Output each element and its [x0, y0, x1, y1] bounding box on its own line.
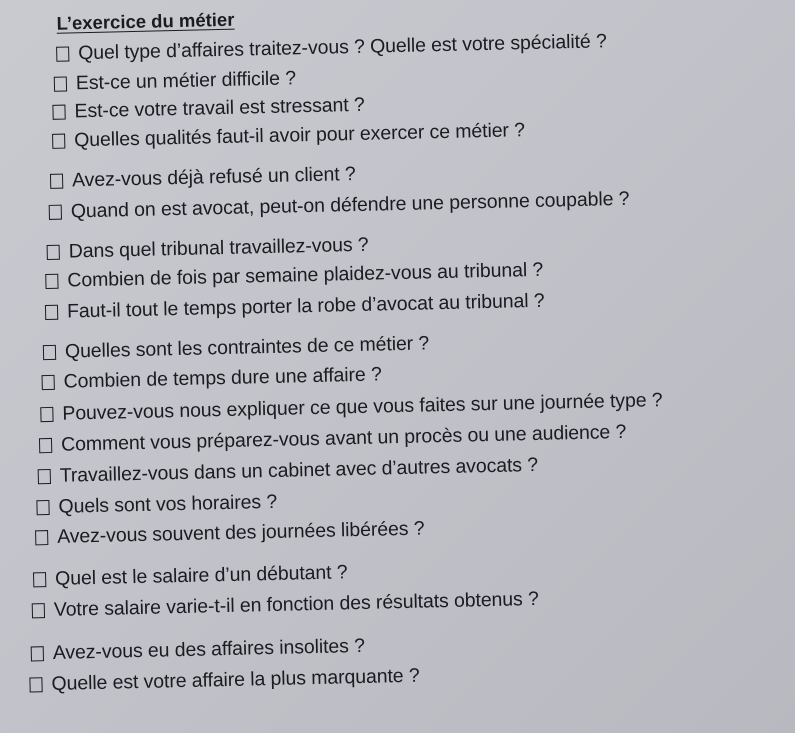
question-item	[50, 163, 356, 193]
question-text: Votre salaire varie-t-il en fonction des résultats obtenus ?	[53, 587, 539, 621]
checkbox-icon[interactable]	[54, 77, 67, 92]
question-item	[40, 389, 663, 426]
question-text: Avez-vous eu des affaires insolites ?	[52, 634, 366, 664]
question-text: Comment vous préparez-vous avant un procès ou une audience ?	[60, 420, 627, 456]
checkbox-icon[interactable]	[31, 646, 44, 661]
question-text: Quel type d’affaires traitez-vous ? Quelle est votre spécialité ?	[77, 30, 607, 65]
question-item	[46, 234, 368, 264]
question-item	[39, 421, 627, 457]
checkbox-icon[interactable]	[45, 305, 58, 320]
question-text: Quand on est avocat, peut-on défendre une personne coupable ?	[70, 187, 630, 223]
question-text: Est-ce un métier difficile ?	[75, 67, 297, 95]
checkbox-icon[interactable]	[38, 469, 51, 484]
question-item	[41, 363, 382, 394]
question-item	[45, 259, 543, 293]
question-item	[31, 635, 366, 666]
question-text: Dans quel tribunal travaillez-vous ?	[68, 233, 369, 263]
question-item	[38, 454, 539, 488]
question-item	[32, 588, 539, 622]
question-text: Combien de fois par semaine plaidez-vous au tribunal ?	[67, 258, 544, 292]
question-text: Avez-vous déjà refusé un client ?	[71, 162, 356, 192]
worksheet-title: L’exercice du métier	[56, 8, 235, 34]
question-item	[35, 518, 425, 550]
question-text: Quel est le salaire d’un débutant ?	[54, 561, 348, 590]
question-text: Faut-il tout le temps porter la robe d’avocat au tribunal ?	[66, 289, 545, 323]
question-text: Quelles qualités faut-il avoir pour exercer ce métier ?	[73, 119, 526, 152]
question-item	[52, 94, 365, 124]
checkbox-icon[interactable]	[52, 134, 65, 149]
question-text: Avez-vous souvent des journées libérées ?	[56, 517, 425, 548]
checkbox-icon[interactable]	[45, 274, 58, 289]
checkbox-icon[interactable]	[40, 407, 53, 422]
question-text: Quelles sont les contraintes de ce métier ?	[64, 332, 430, 363]
question-item	[33, 561, 348, 591]
question-item	[49, 188, 630, 224]
question-item	[52, 119, 525, 153]
checkbox-icon[interactable]	[49, 205, 62, 220]
question-text: Travaillez-vous dans un cabinet avec d’autres avocats ?	[59, 453, 539, 487]
checkbox-icon[interactable]	[39, 438, 52, 453]
question-text: Pouvez-vous nous expliquer ce que vous faites sur une journée type ?	[62, 389, 663, 425]
checkbox-icon[interactable]	[56, 46, 69, 61]
question-item	[45, 290, 545, 324]
checkbox-icon[interactable]	[32, 603, 45, 618]
checkbox-icon[interactable]	[52, 105, 65, 120]
checkbox-icon[interactable]	[47, 245, 60, 260]
question-item	[29, 665, 420, 697]
question-text: Quelle est votre affaire la plus marquante ?	[51, 664, 420, 696]
checkbox-icon[interactable]	[29, 677, 42, 692]
checkbox-icon[interactable]	[50, 174, 63, 189]
checkbox-icon[interactable]	[43, 345, 56, 360]
question-item	[43, 332, 430, 364]
question-item	[36, 491, 277, 519]
checkbox-icon[interactable]	[33, 572, 46, 587]
checkbox-icon[interactable]	[36, 500, 49, 515]
checkbox-icon[interactable]	[35, 530, 48, 545]
question-text: Est-ce votre travail est stressant ?	[74, 93, 365, 123]
checkbox-icon[interactable]	[42, 375, 55, 390]
question-text: Quels sont vos horaires ?	[58, 490, 278, 518]
question-text: Combien de temps dure une affaire ?	[63, 363, 382, 393]
question-item	[56, 30, 607, 65]
question-item	[54, 67, 297, 95]
